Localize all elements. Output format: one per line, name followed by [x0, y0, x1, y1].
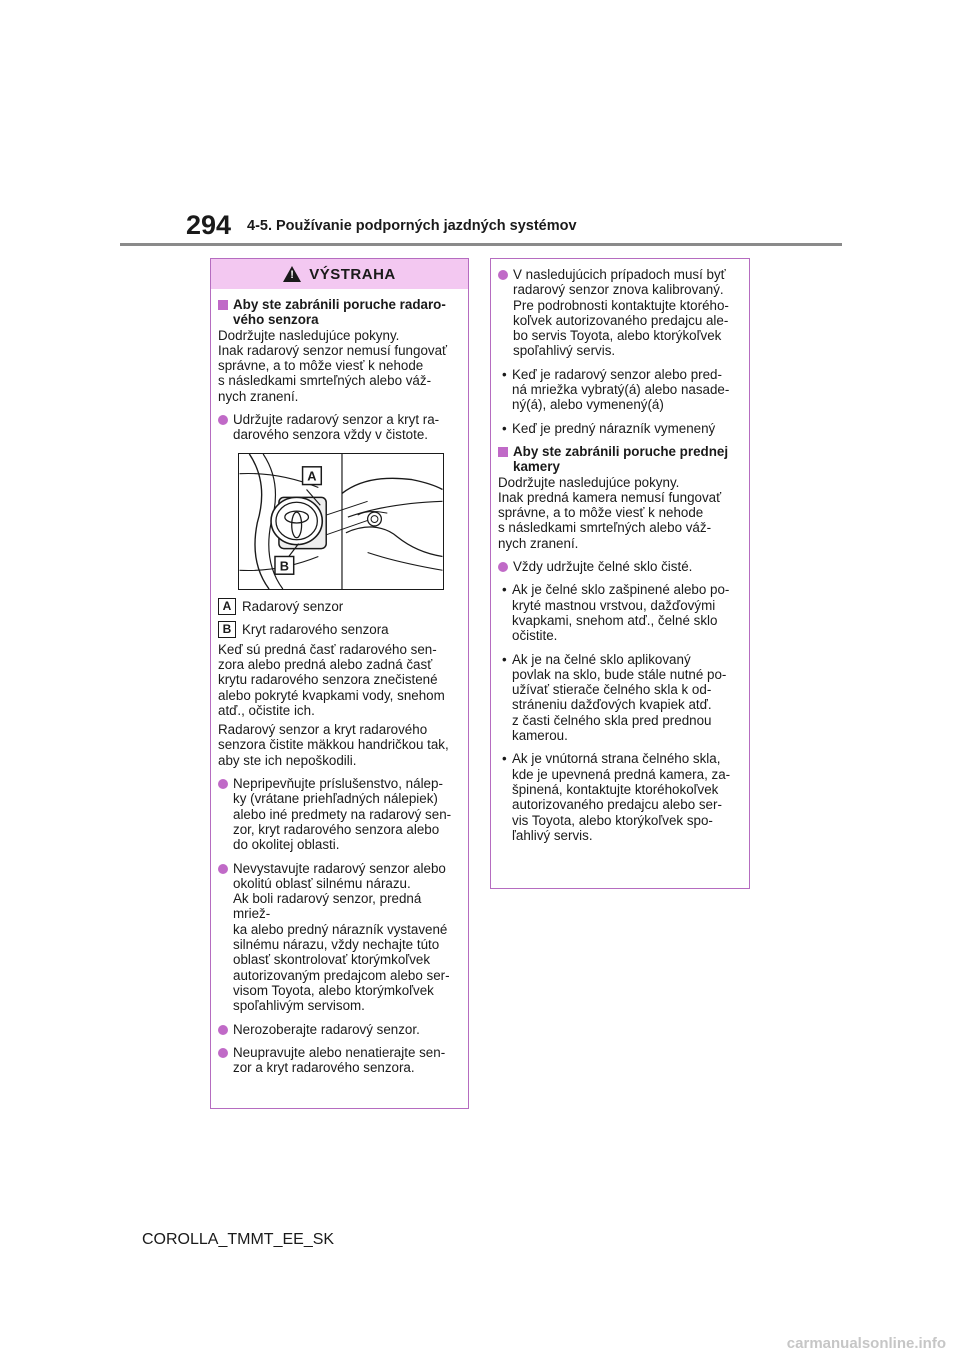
bullet-icon: •	[502, 751, 507, 767]
legend-item-b	[218, 621, 462, 638]
section-heading	[218, 297, 462, 328]
list-item: • Ak je na čelné sklo aplikovaný povlak na sklo, bude stále nutné po- užívať stierače čelného skla k od- stráneniu dažďových kvapiek atď. z časti čelného skla pred prednou kamerou.	[498, 652, 743, 744]
page-number: 294	[186, 210, 232, 240]
paragraph: Keď sú predná časť radarového sen- zora alebo predná alebo zadná časť krytu radarového senzora znečistené alebo pokryté kvapkami vody, snehom atď., očistite ich.	[218, 641, 445, 718]
warning-triangle-icon	[283, 266, 301, 282]
watermark: carmanualsonline.info	[786, 1335, 946, 1352]
intro-paragraph: Dodržujte nasledujúce pokyny. Inak radarový senzor nemusí fungovať správne, a to môže viesť k nehode s následkami smrteľných alebo váž- nych zranení.	[218, 327, 448, 404]
list-item: • Keď je predný nárazník vymenený	[498, 421, 743, 436]
bullet-icon: •	[502, 651, 507, 667]
warning-content	[211, 289, 468, 1075]
bullet-icon: •	[502, 420, 507, 436]
circle-bullet-icon	[218, 1025, 228, 1035]
list-item: Nevystavujte radarový senzor alebo okolitú oblasť silnému nárazu. Ak boli radarový senzor, predná mriež- ka alebo predný nárazník vystavené silnému nárazu, vždy nechajte túto oblasť skontrolovať ktorýmkoľvek autorizovaným predajcom alebo ser- visom Toyota, alebo ktorýmkoľvek spoľahlivým servisom.	[218, 861, 462, 1014]
list-item: • Keď je radarový senzor alebo pred- ná mriežka vybratý(á) alebo nasade- ný(á), alebo vymenený(á)	[498, 367, 743, 413]
heading-text: Aby ste zabránili poruche radaro- vého senzora	[233, 297, 446, 328]
heading-text: Aby ste zabránili poruche prednej kamery	[513, 443, 729, 475]
warning-content	[491, 259, 749, 843]
warning-title: VÝSTRAHA	[309, 265, 396, 283]
legend-text-b: Kryt radarového senzora	[242, 621, 389, 637]
circle-bullet-icon	[218, 864, 228, 874]
square-marker-icon	[498, 447, 508, 457]
list-item: V nasledujúcich prípadoch musí byť radarový senzor znova kalibrovaný. Pre podrobnosti kontaktujte ktorého- koľvek autorizovaného predajcu ale- bo servis Toyota, alebo ktorýkoľvek spoľahlivý servis.	[498, 267, 743, 359]
warning-header	[211, 259, 468, 289]
bullet-icon: •	[502, 582, 507, 598]
header-rule	[120, 243, 842, 246]
square-marker-icon	[218, 300, 228, 310]
list-item: Nerozoberajte radarový senzor.	[218, 1022, 462, 1037]
paragraph: Radarový senzor a kryt radarového senzora čistite mäkkou handričkou tak, aby ste ich nepoškodili.	[218, 722, 449, 768]
document-code: COROLLA_TMMT_EE_SK	[142, 1231, 335, 1248]
warning-box-right	[490, 258, 750, 889]
radar-sensor-figure	[238, 453, 444, 590]
legend-text-a: Radarový senzor	[242, 598, 344, 614]
circle-bullet-icon	[498, 270, 508, 280]
legend-badge-b: B	[218, 621, 236, 638]
list-item: Nepripevňujte príslušenstvo, nálep- ky (vrátane priehľadných nálepiek) alebo iné predmety na radarový sen- zor, kryt radarového senzora alebo do okolitej oblasti.	[218, 776, 462, 852]
legend-item-a	[218, 598, 462, 615]
figure-label-a: A	[307, 468, 317, 484]
bullet-icon: •	[502, 366, 507, 382]
circle-bullet-icon	[218, 779, 228, 789]
list-item: Vždy udržujte čelné sklo čisté.	[498, 559, 743, 574]
list-item: • Ak je vnútorná strana čelného skla, kde je upevnená predná kamera, za- špinená, kontaktujte ktoréhokoľvek autorizovaného predajcu alebo ser- vis Toyota, alebo ktorýkoľvek spo- ľahlivý servis.	[498, 751, 743, 843]
warning-box-left	[210, 258, 469, 1109]
circle-bullet-icon	[218, 415, 228, 425]
legend-badge-a: A	[218, 598, 236, 615]
list-item: Neupravujte alebo nenatierajte sen- zor a kryt radarového senzora.	[218, 1045, 462, 1076]
section-title: 4-5. Používanie podporných jazdných systémov	[247, 218, 577, 234]
circle-bullet-icon	[498, 562, 508, 572]
circle-bullet-icon	[218, 1048, 228, 1058]
list-item: Udržujte radarový senzor a kryt ra- darového senzora vždy v čistote.	[218, 412, 462, 443]
section-heading	[498, 444, 743, 475]
figure-label-b: B	[279, 557, 289, 573]
intro-paragraph: Dodržujte nasledujúce pokyny. Inak predná kamera nemusí fungovať správne, a to môže viesť k nehode s následkami smrteľných alebo váž- nych zranení.	[498, 474, 722, 551]
list-item: • Ak je čelné sklo zašpinené alebo po- kryté mastnou vrstvou, dažďovými kvapkami, snehom atď., čelné sklo očistite.	[498, 582, 743, 643]
